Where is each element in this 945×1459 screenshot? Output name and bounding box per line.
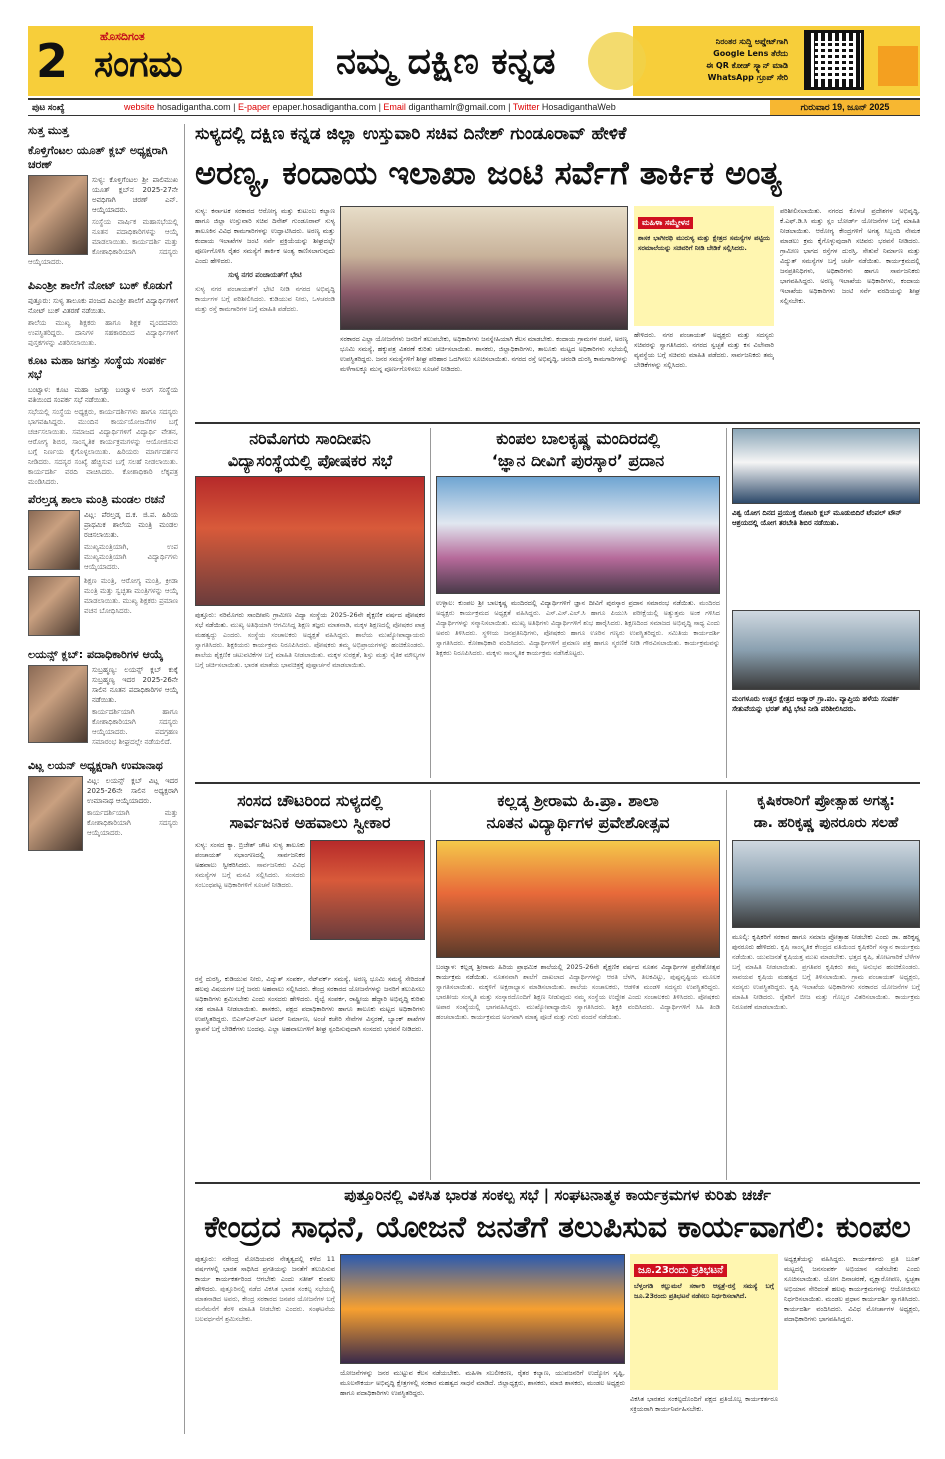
twitter-label: Twitter: [512, 102, 540, 112]
bottom-kicker: ಪುತ್ತೂರಿನಲ್ಲಿ ವಿಕಸಿತ ಭಾರತ ಸಂಕಲ್ಪ ಸಭೆ | ಸಂಘಟನಾತ್ಮಕ ಕಾರ್ಯಕ್ರಮಗಳ ಕುರಿತು ಚರ್ಚೆ: [344, 1186, 771, 1204]
qr-instructions: [668, 36, 788, 84]
twitter-link[interactable]: HosadiganthaWeb: [541, 102, 616, 112]
email-link[interactable]: diganthamlr@gmail.com: [408, 102, 506, 112]
brief-body: ಶಿಕ್ಷಣ ಮಂತ್ರಿ, ಆರೋಗ್ಯ ಮಂತ್ರಿ, ಕ್ರೀಡಾ ಮಂತ್ರಿ ಮತ್ತು ಸ್ವಚ್ಛತಾ ಮಂತ್ರಿಗಳನ್ನು ಆಯ್ಕೆ ಮಾಡಲಾಯಿತು. ಮುಖ್ಯ ಶಿಕ್ಷಕರು ಪ್ರಮಾಣ ವಚನ ಬೋಧಿಸಿದರು.: [84, 577, 178, 615]
story-photo: [436, 840, 720, 958]
story-photo: [732, 610, 920, 690]
bottom-sidebar: [630, 1254, 778, 1390]
website-link[interactable]: hosadigantha.com: [157, 102, 231, 112]
masthead: [28, 26, 920, 96]
photo-caption: ವಿಶ್ವ ಯೋಗ ದಿನದ ಪ್ರಯುಕ್ತ ರೋಟರಿ ಕ್ಲಬ್ ಮೂಡುಬಿದಿರೆ ಟೆಂಪಲ್ ಟೌನ್ ಆಶ್ರಯದಲ್ಲಿ ಯೋಗ ತರಬೇತಿ ಶಿಬಿರ ನಡೆಯಿತು.: [732, 509, 902, 527]
qr-code-icon[interactable]: [804, 30, 864, 90]
section-divider: [195, 782, 920, 784]
brand-big: ಸಂಗಮ: [94, 44, 183, 85]
website-label: website: [124, 102, 155, 112]
lead-body-cont: ಹೇಳಿದರು. ನಗರ ಪಂಚಾಯತ್ ಅಧ್ಯಕ್ಷರು ಮತ್ತು ಸದಸ್ಯರು ಸಚಿವರನ್ನು ಸ್ವಾಗತಿಸಿದರು. ನಗರದ ಸ್ವಚ್ಛತೆ ಮತ್ತು ಕಸ ವಿಲೇವಾರಿ ವ್ಯವಸ್ಥೆಯ ಬಗ್ಗೆ ಸಚಿವರು ಮಾಹಿತಿ ಪಡೆದರು. ಸಾರ್ವಜನಿಕರು ತಮ್ಮ ಬೇಡಿಕೆಗಳನ್ನು ಸಲ್ಲಿಸಿದರು.: [634, 331, 774, 369]
student-photo: [28, 510, 80, 570]
sidebar-text: ಬೆಳ್ತಂಗಡಿ ಕಲ್ಲುಮಲೆ ಸರ್ಕಾರಿ ಆಸ್ಪತ್ರೆ-ರಸ್ತೆ ಸಮಸ್ಯೆ ಬಗ್ಗೆ ಜೂ.23ರಂದು ಪ್ರತಿಭಟನೆ ನಡೆಸಲು ನಿರ್ಧರಿಸಲಾಗಿದೆ.: [634, 1282, 774, 1300]
story-photo: [732, 428, 920, 504]
story-headline: ನರಿಮೊಗರು ಸಾಂದೀಪನಿ ವಿದ್ಯಾಸಂಸ್ಥೆಯಲ್ಲಿ ಪೋಷಕರ ಸಭೆ: [227, 429, 393, 470]
qr-line: Google Lens ತೆರೆದು: [713, 49, 788, 58]
story-headline: ಕೃಷಿಕರಾರಿಗೆ ಪ್ರೋತ್ಸಾಹ ಅಗತ್ಯ: ಡಾ. ಹರಿಕೃಷ್ಣ ಪುನರೂರು ಸಲಹೆ: [753, 793, 899, 831]
bottom-body-cont: ವಿಕಸಿತ ಭಾರತದ ಸಂಕಲ್ಪದೊಂದಿಗೆ ಪಕ್ಷದ ಪ್ರತಿಯೊಬ್ಬ ಕಾರ್ಯಕರ್ತರೂ ಸಕ್ರಿಯರಾಗಿ ಕಾರ್ಯನಿರ್ವಹಿಸಬೇಕು.: [630, 1395, 778, 1413]
brief-headline: ಲಯನ್ಸ್ ಕ್ಲಬ್: ಪದಾಧಿಕಾರಿಗಳ ಆಯ್ಕೆ: [28, 648, 164, 661]
brief-body: ಸುಳ್ಯ: ಕೊಳ್ತಿಗೆಂಟಲ ಶ್ರೀ ಪಾಲಿಮುಖ ಯೂತ್ ಕ್ಲಬ್‌ನ 2025-27ನೇ ಅವಧಿಗಾಗಿ ಚರಣ್ ಎನ್. ಆಯ್ಕೆಯಾದರು. ಸಂಸ್ಥೆಯ ವಾರ್ಷಿಕ ಮಹಾಸಭೆಯಲ್ಲಿ ನೂತನ ಪದಾಧಿಕಾರಿಗಳನ್ನು ಆಯ್ಕೆ ಮಾಡಲಾಯಿತು. ಕಾರ್ಯದರ್ಶಿ ಮತ್ತು ಕೋಶಾಧಿಕಾರಿಯಾಗಿ ಸದಸ್ಯರು ಆಯ್ಕೆಯಾದರು.: [28, 176, 178, 266]
brief-body: ಬಂಟ್ವಾಳ: ಕೂಟ ಮಹಾ ಜಗತ್ತು ಬಂಟ್ವಾಳ ಅಂಗ ಸಂಸ್ಥೆಯ ವತಿಯಿಂದ ಸಂಪರ್ಕ ಸಭೆ ನಡೆಯಿತು. ಸಭೆಯಲ್ಲಿ ಸಂಸ್ಥೆಯ ಅಧ್ಯಕ್ಷರು, ಕಾರ್ಯದರ್ಶಿಗಳು ಹಾಗೂ ಸದಸ್ಯರು ಭಾಗವಹಿಸಿದ್ದರು. ಮುಂದಿನ ಕಾರ್ಯಯೋಜನೆಗಳ ಬಗ್ಗೆ ಚರ್ಚಿಸಲಾಯಿತು. ಸಮಾಜದ ವಿದ್ಯಾರ್ಥಿಗಳಿಗೆ ವಿದ್ಯಾರ್ಥಿ ವೇತನ, ಆರೋಗ್ಯ ಶಿಬಿರ, ಸಾಂಸ್ಕೃತಿಕ ಕಾರ್ಯಕ್ರಮಗಳನ್ನು ಆಯೋಜಿಸುವ ಬಗ್ಗೆ ನಿರ್ಣಯ ಕೈಗೊಳ್ಳಲಾಯಿತು. ಹಿರಿಯರು ಮಾರ್ಗದರ್ಶನ ನೀಡಿದರು. ಸದಸ್ಯರ ಸಂಖ್ಯೆ ಹೆಚ್ಚಿಸುವ ಬಗ್ಗೆ ಸಲಹೆ ನೀಡಲಾಯಿತು. ಕಾರ್ಯದರ್ಶಿ ವರದಿ ವಾಚಿಸಿದರು. ಕೋಶಾಧಿಕಾರಿ ಲೆಕ್ಕಪತ್ರ ಮಂಡಿಸಿದರು.: [28, 386, 178, 486]
brief-body: ವಿಟ್ಲ: ಲಯನ್ಸ್ ಕ್ಲಬ್ ವಿಟ್ಲ ಇದರ 2025-26ನೇ ಸಾಲಿನ ಅಧ್ಯಕ್ಷರಾಗಿ ಉಮಾನಾಥ ಆಯ್ಕೆಯಾದರು. ಕಾರ್ಯದರ್ಶಿಯಾಗಿ ಮತ್ತು ಕೋಶಾಧಿಕಾರಿಯಾಗಿ ಸದಸ್ಯರು ಆಯ್ಕೆಯಾದರು.: [87, 777, 178, 837]
story-body: ಸುಳ್ಯ: ಸಂಸದ ಕ್ಯಾ. ಬ್ರಿಜೇಶ್ ಚೌಟ ಸುಳ್ಯ ತಾಲೂಕು ಪಂಚಾಯತ್ ಸಭಾಂಗಣದಲ್ಲಿ ಸಾರ್ವಜನಿಕರ ಅಹವಾಲು ಸ್ವೀಕರಿಸಿದರು. ಸಾರ್ವಜನಿಕರು ವಿವಿಧ ಸಮಸ್ಯೆಗಳ ಬಗ್ಗೆ ಮನವಿ ಸಲ್ಲಿಸಿದರು. ಸಂಸದರು ಸಂಬಂಧಪಟ್ಟ ಅಧಿಕಾರಿಗಳಿಗೆ ಸೂಚನೆ ನೀಡಿದರು.: [195, 841, 305, 889]
lead-body-cont: ಸರಕಾರದ ಎಲ್ಲಾ ಯೋಜನೆಗಳು ಜನರಿಗೆ ತಲುಪಬೇಕು, ಅಧಿಕಾರಿಗಳು ಜನಸ್ನೇಹಿಯಾಗಿ ಕೆಲಸ ಮಾಡಬೇಕು. ಕಂದಾಯ ಗ್ರಾಮಗಳ ರಚನೆ, ಅರಣ್ಯ ಭೂಮಿ ಸಮಸ್ಯೆ, ಹಕ್ಕುಪತ್ರ ವಿತರಣೆ ಕುರಿತು ಚರ್ಚಿಸಲಾಯಿತು. ಶಾಸಕರು, ಜಿಲ್ಲಾಧಿಕಾರಿಗಳು, ತಾಲೂಕು ಮಟ್ಟದ ಅಧಿಕಾರಿಗಳು ಸಭೆಯಲ್ಲಿ ಉಪಸ್ಥಿತರಿದ್ದರು. ಜನರ ಸಮಸ್ಯೆಗಳಿಗೆ ಶೀಘ್ರ ಪರಿಹಾರ ಒದಗಿಸಲು ಸೂಚಿಸಲಾಯಿತು. ನಗರದ ರಸ್ತೆ ಅಭಿವೃದ್ಧಿ, ಚರಂಡಿ ದುರಸ್ತಿ ಕಾಮಗಾರಿಗಳನ್ನು ಮಳೆಗಾಲಕ್ಕೂ ಮುನ್ನ ಪೂರ್ಣಗೊಳಿಸಲು ಸೂಚನೆ ನೀಡಿದರು.: [340, 335, 628, 373]
bottom-photo: [340, 1254, 625, 1364]
sidebar-text: ಶಾಸಕ ಭಾಗೀರಥಿ ಮುರುಳ್ಯ ಮತ್ತು ಕ್ಷೇತ್ರದ ಸಮಸ್ಯೆಗಳ ಪಟ್ಟಿಯ ಸರಮಾಲೆಯನ್ನು ಸಚಿವರಿಗೆ ನೀಡಿ ಬೇಡಿಕೆ ಸಲ್ಲಿಸಿದರು.: [638, 234, 770, 252]
story-body: ಮೂಲ್ಕಿ: ಕೃಷಿಕರಿಗೆ ಸರಕಾರ ಹಾಗೂ ಸಮಾಜ ಪ್ರೋತ್ಸಾಹ ನೀಡಬೇಕು ಎಂದು ಡಾ. ಹರಿಕೃಷ್ಣ ಪುನರೂರು ಹೇಳಿದರು. ಕೃಷಿ ಸಾಂಸ್ಕೃತಿಕ ಕೇಂದ್ರದ ವತಿಯಿಂದ ಕೃಷಿಕರಿಗೆ ಸನ್ಮಾನ ಕಾರ್ಯಕ್ರಮ ನಡೆಯಿತು. ಯುವಜನತೆ ಕೃಷಿಯತ್ತ ಮುಖ ಮಾಡಬೇಕು. ಭತ್ತದ ಕೃಷಿ, ತೋಟಗಾರಿಕೆ ಬೆಳೆಗಳ ಬಗ್ಗೆ ಮಾಹಿತಿ ನೀಡಲಾಯಿತು. ಪ್ರಗತಿಪರ ಕೃಷಿಕರು ತಮ್ಮ ಅನುಭವ ಹಂಚಿಕೊಂಡರು. ಸಾವಯವ ಕೃಷಿಯ ಮಹತ್ವದ ಬಗ್ಗೆ ತಿಳಿಸಲಾಯಿತು. ಗ್ರಾಮ ಪಂಚಾಯತ್ ಅಧ್ಯಕ್ಷರು, ಸದಸ್ಯರು ಉಪಸ್ಥಿತರಿದ್ದರು. ಕೃಷಿ ಇಲಾಖೆಯ ಅಧಿಕಾರಿಗಳು ಸರಕಾರದ ಯೋಜನೆಗಳ ಬಗ್ಗೆ ಮಾಹಿತಿ ನೀಡಿದರು. ರೈತರಿಗೆ ಬೀಜ ಮತ್ತು ಗೊಬ್ಬರ ವಿತರಿಸಲಾಯಿತು. ಕಾರ್ಯಕ್ರಮ ನಿರೂಪಣೆ ಮಾಡಲಾಯಿತು.: [732, 933, 920, 1011]
section-divider: [195, 1182, 920, 1184]
lead-kicker: ಸುಳ್ಯದಲ್ಲಿ ದಕ್ಷಿಣ ಕನ್ನಡ ಜಿಲ್ಲಾ ಉಸ್ತುವಾರಿ ಸಚಿವ ದಿನೇಶ್ ಗುಂಡೂರಾವ್ ಹೇಳಿಕೆ: [195, 124, 627, 144]
lead-body-cont: ಪರಿಶೀಲಿಸಲಾಯಿತು. ನಗರದ ಕೊಳಚೆ ಪ್ರದೇಶಗಳ ಅಭಿವೃದ್ಧಿ, ಕೆ.ಎಫ್.ಡಿ.ಸಿ ಮತ್ತು ಸ್ಲಂ ಬೋರ್ಡ್ ಯೋಜನೆಗಳ ಬಗ್ಗೆ ಮಾಹಿತಿ ನೀಡಲಾಯಿತು. ಆರೋಗ್ಯ ಕೇಂದ್ರಗಳಿಗೆ ಅಗತ್ಯ ಸಿಬ್ಬಂದಿ ನೇಮಕ ಮಾಡಲು ಕ್ರಮ ಕೈಗೊಳ್ಳುವುದಾಗಿ ಸಚಿವರು ಭರವಸೆ ನೀಡಿದರು. ಗ್ರಾಮೀಣ ಭಾಗದ ರಸ್ತೆಗಳ ದುರಸ್ತಿ, ಸೇತುವೆ ನಿರ್ಮಾಣ ಮತ್ತು ವಿದ್ಯುತ್ ಸಮಸ್ಯೆಗಳ ಬಗ್ಗೆ ಚರ್ಚೆ ನಡೆಯಿತು. ಕಾರ್ಯಕ್ರಮದಲ್ಲಿ ಜನಪ್ರತಿನಿಧಿಗಳು, ಅಧಿಕಾರಿಗಳು ಹಾಗೂ ಸಾರ್ವಜನಿಕರು ಭಾಗವಹಿಸಿದ್ದರು. ಅರಣ್ಯ ಇಲಾಖೆಯ ಅಧಿಕಾರಿಗಳು, ಕಂದಾಯ ಇಲಾಖೆಯ ಅಧಿಕಾರಿಗಳು ಜಂಟಿ ಸರ್ವೆ ವರದಿಯನ್ನು ಶೀಘ್ರ ಸಲ್ಲಿಸಬೇಕು.: [780, 207, 920, 305]
story-body: ಉಳ್ಳಾಲ: ಕುಂಪಲ ಶ್ರೀ ಬಾಲಕೃಷ್ಣ ಮಂದಿರದಲ್ಲಿ ವಿದ್ಯಾರ್ಥಿಗಳಿಗೆ ಜ್ಞಾನ ದೀವಿಗೆ ಪುರಸ್ಕಾರ ಪ್ರದಾನ ಸಮಾರಂಭ ನಡೆಯಿತು. ಮಂದಿರದ ಅಧ್ಯಕ್ಷರು ಕಾರ್ಯಕ್ರಮದ ಅಧ್ಯಕ್ಷತೆ ವಹಿಸಿದ್ದರು. ಎಸ್.ಎಸ್.ಎಲ್.ಸಿ ಹಾಗೂ ಪಿಯುಸಿ ಪರೀಕ್ಷೆಯಲ್ಲಿ ಅತ್ಯುತ್ತಮ ಅಂಕ ಗಳಿಸಿದ ವಿದ್ಯಾರ್ಥಿಗಳನ್ನು ಸನ್ಮಾನಿಸಲಾಯಿತು. ಮುಖ್ಯ ಅತಿಥಿಗಳು ವಿದ್ಯಾರ್ಥಿಗಳಿಗೆ ಶುಭ ಹಾರೈಸಿದರು. ಶಿಕ್ಷಣದಿಂದ ಸಮಾಜದ ಅಭಿವೃದ್ಧಿ ಸಾಧ್ಯ ಎಂದು ಅವರು ತಿಳಿಸಿದರು. ಸ್ಥಳೀಯ ಜನಪ್ರತಿನಿಧಿಗಳು, ಪೋಷಕರು ಹಾಗೂ ಊರಿನ ಗಣ್ಯರು ಉಪಸ್ಥಿತರಿದ್ದರು. ಸಮಿತಿಯ ಕಾರ್ಯದರ್ಶಿ ಸ್ವಾಗತಿಸಿದರು. ಕೋಶಾಧಿಕಾರಿ ವಂದಿಸಿದರು. ವಿದ್ಯಾರ್ಥಿಗಳಿಗೆ ಪ್ರಮಾಣ ಪತ್ರ ಹಾಗೂ ಸ್ಮರಣಿಕೆ ನೀಡಿ ಗೌರವಿಸಲಾಯಿತು. ಕಾರ್ಯಕ್ರಮವನ್ನು ಶಿಕ್ಷಕರು ನಿರೂಪಿಸಿದರು. ಮಕ್ಕಳು ಸಾಂಸ್ಕೃತಿಕ ಕಾರ್ಯಕ್ರಮ ನಡೆಸಿಕೊಟ್ಟರು.: [436, 599, 720, 657]
story-headline: ಕಲ್ಲಡ್ಕ ಶ್ರೀರಾಮ ಹಿ.ಪ್ರಾ. ಶಾಲಾ ನೂತನ ವಿದ್ಯಾರ್ಥಿಗಳ ಪ್ರವೇಶೋತ್ಸವ: [486, 791, 670, 832]
bottom-body: ಪುತ್ತೂರು: ನರೇಂದ್ರ ಮೋದಿಯವರ ನೇತೃತ್ವದಲ್ಲಿ ಕಳೆದ 11 ವರ್ಷಗಳಲ್ಲಿ ಭಾರತ ಸಾಧಿಸಿದ ಪ್ರಗತಿಯನ್ನು ಜನತೆಗೆ ತಲುಪಿಸುವ ಕಾರ್ಯ ಕಾರ್ಯಕರ್ತರಿಂದ ಆಗಬೇಕು ಎಂದು ಸತೀಶ್ ಕುಂಪಲ ಹೇಳಿದರು. ಪುತ್ತೂರಿನಲ್ಲಿ ನಡೆದ ವಿಕಸಿತ ಭಾರತ ಸಂಕಲ್ಪ ಸಭೆಯಲ್ಲಿ ಮಾತನಾಡಿದ ಅವರು, ಕೇಂದ್ರ ಸರಕಾರದ ಜನಪರ ಯೋಜನೆಗಳ ಬಗ್ಗೆ ಮನೆಮನೆಗೆ ತೆರಳಿ ಮಾಹಿತಿ ನೀಡಬೇಕು ಎಂದರು. ಸಂಘಟನೆಯ ಬಲವರ್ಧನೆಗೆ ಶ್ರಮಿಸಬೇಕು.: [195, 1255, 335, 1323]
bottom-body-cont: ಅಧ್ಯಕ್ಷತೆಯನ್ನು ವಹಿಸಿದ್ದರು. ಕಾರ್ಯಕರ್ತರು ಪ್ರತಿ ಬೂತ್ ಮಟ್ಟದಲ್ಲಿ ಜನಸಂಪರ್ಕ ಅಭಿಯಾನ ನಡೆಸಬೇಕು ಎಂದು ಸೂಚಿಸಲಾಯಿತು. ಯೋಗ ದಿನಾಚರಣೆ, ವೃಕ್ಷಾರೋಪಣ, ಸ್ವಚ್ಛತಾ ಅಭಿಯಾನ ಸೇರಿದಂತೆ ಹಲವು ಕಾರ್ಯಕ್ರಮಗಳನ್ನು ಆಯೋಜಿಸಲು ನಿರ್ಧರಿಸಲಾಯಿತು. ಮಂಡಲ ಪ್ರಧಾನ ಕಾರ್ಯದರ್ಶಿ ಸ್ವಾಗತಿಸಿದರು. ಕಾರ್ಯದರ್ಶಿ ವಂದಿಸಿದರು. ವಿವಿಧ ಮೋರ್ಚಾಗಳ ಅಧ್ಯಕ್ಷರು, ಪದಾಧಿಕಾರಿಗಳು ಭಾಗವಹಿಸಿದ್ದರು.: [784, 1255, 920, 1323]
story-body: ಪುತ್ತೂರು: ನರಿಮೊಗರು ಸಾಂದೀಪನಿ ಗ್ರಾಮೀಣ ವಿದ್ಯಾ ಸಂಸ್ಥೆಯ 2025-26ನೇ ಶೈಕ್ಷಣಿಕ ವರ್ಷದ ಪೋಷಕರ ಸಭೆ ನಡೆಯಿತು. ಮುಖ್ಯ ಅತಿಥಿಯಾಗಿ ಆಗಮಿಸಿದ್ದ ಶಿಕ್ಷಣ ತಜ್ಞರು ಮಾತನಾಡಿ, ಮಕ್ಕಳ ಶಿಕ್ಷಣದಲ್ಲಿ ಪೋಷಕರ ಪಾತ್ರ ಮಹತ್ವದ್ದು ಎಂದರು. ಸಂಸ್ಥೆಯ ಸಂಚಾಲಕರು ಅಧ್ಯಕ್ಷತೆ ವಹಿಸಿದ್ದರು. ಶಾಲೆಯ ಮುಖ್ಯೋಪಾಧ್ಯಾಯರು ಸ್ವಾಗತಿಸಿದರು. ಶಿಕ್ಷಕಿಯರು ಕಾರ್ಯಕ್ರಮ ನಿರೂಪಿಸಿದರು. ಪೋಷಕರು ತಮ್ಮ ಅಭಿಪ್ರಾಯಗಳನ್ನು ಹಂಚಿಕೊಂಡರು. ಶಾಲೆಯ ಶೈಕ್ಷಣಿಕ ಚಟುವಟಿಕೆಗಳ ಬಗ್ಗೆ ಮಾಹಿತಿ ನೀಡಲಾಯಿತು. ಮಕ್ಕಳ ಸುರಕ್ಷತೆ, ಶಿಸ್ತು ಮತ್ತು ನೈತಿಕ ಮೌಲ್ಯಗಳ ಬಗ್ಗೆ ಚರ್ಚಿಸಲಾಯಿತು. ಭಾರತ ಮಾತೆಯ ಭಾವಚಿತ್ರಕ್ಕೆ ಪುಷ್ಪಾರ್ಚನೆ ಮಾಡಲಾಯಿತು.: [195, 611, 425, 669]
brief-body: ಸುಬ್ರಹ್ಮಣ್ಯ: ಲಯನ್ಸ್ ಕ್ಲಬ್ ಕುಕ್ಕೆ ಸುಬ್ರಹ್ಮಣ್ಯ ಇದರ 2025-26ನೇ ಸಾಲಿನ ನೂತನ ಪದಾಧಿಕಾರಿಗಳ ಆಯ್ಕೆ ನಡೆಯಿತು. ಕಾರ್ಯದರ್ಶಿಯಾಗಿ ಹಾಗೂ ಕೋಶಾಧಿಕಾರಿಯಾಗಿ ಸದಸ್ಯರು ಆಯ್ಕೆಯಾದರು. ಪದಗ್ರಹಣ ಸಮಾರಂಭ ಶೀಘ್ರದಲ್ಲೇ ನಡೆಯಲಿದೆ.: [92, 666, 178, 746]
contact-links: website hosadigantha.com | E-paper epaper.hosadigantha.com | Email diganthamlr@gmail.com | Twitter HosadiganthaWeb: [124, 102, 616, 112]
column-divider: [726, 790, 727, 1180]
portrait-photo: [28, 665, 88, 743]
section-divider: [195, 422, 920, 424]
epaper-label: E-paper: [237, 102, 270, 112]
qr-line: WhatsApp ಗ್ರೂಪ್ ಸೇರಿ: [707, 73, 788, 82]
column-title: ಸುತ್ತ ಮುತ್ತ: [28, 124, 69, 137]
page-label: ಪುಟ ಸಂಖ್ಯೆ: [32, 102, 65, 112]
epaper-link[interactable]: epaper.hosadigantha.com: [272, 102, 377, 112]
brief-body: ಪುತ್ತೂರು: ಸುಳ್ಯ ತಾಲೂಕು ಪಂಜದ ಪಿಎಂಶ್ರೀ ಶಾಲೆಗೆ ವಿದ್ಯಾರ್ಥಿಗಳಿಗೆ ನೋಟ್ ಬುಕ್ ವಿತರಣೆ ನಡೆಯಿತು. ಶಾಲೆಯ ಮುಖ್ಯ ಶಿಕ್ಷಕರು ಹಾಗೂ ಶಿಕ್ಷಕ ವೃಂದದವರು ಉಪಸ್ಥಿತರಿದ್ದರು. ದಾನಿಗಳ ಸಹಕಾರದಿಂದ ವಿದ್ಯಾರ್ಥಿಗಳಿಗೆ ಪುಸ್ತಕಗಳನ್ನು ವಿತರಿಸಲಾಯಿತು.: [28, 297, 178, 347]
lead-photo: [340, 206, 628, 330]
brief-headline: ಪಿಎಂಶ್ರೀ ಶಾಲೆಗೆ ನೋಟ್ ಬುಕ್ ಕೊಡುಗೆ: [28, 279, 173, 292]
column-divider: [184, 124, 185, 1434]
lead-sidebar: [634, 206, 774, 326]
column-divider: [430, 790, 431, 1180]
brief-body: ವಿಟ್ಲ: ಪೆರಲ್ತಡ್ಕ ದ.ಕ. ಜಿ.ಪ. ಹಿರಿಯ ಪ್ರಾಥಮಿಕ ಶಾಲೆಯ ಮಂತ್ರಿ ಮಂಡಲ ರಚಿಸಲಾಯಿತು. ಮುಖ್ಯಮಂತ್ರಿಯಾಗಿ, ಉಪ ಮುಖ್ಯಮಂತ್ರಿಯಾಗಿ ವಿದ್ಯಾರ್ಥಿಗಳು ಆಯ್ಕೆಯಾದರು.: [84, 511, 178, 571]
left-column: [28, 124, 178, 1434]
lead-body: ಸುಳ್ಯ: ಕರ್ನಾಟಕ ಸರಕಾರದ ಆರೋಗ್ಯ ಮತ್ತು ಕುಟುಂಬ ಕಲ್ಯಾಣ ಹಾಗೂ ಜಿಲ್ಲಾ ಉಸ್ತುವಾರಿ ಸಚಿವ ದಿನೇಶ್ ಗುಂಡೂರಾವ್ ಸುಳ್ಯ ತಾಲೂಕಿನ ವಿವಿಧ ಕಾಮಗಾರಿಗಳನ್ನು ಉದ್ಘಾಟಿಸಿದರು. ಅರಣ್ಯ ಮತ್ತು ಕಂದಾಯ ಇಲಾಖೆಗಳ ಜಂಟಿ ಸರ್ವೆ ಪ್ರಕ್ರಿಯೆಯನ್ನು ಶೀಘ್ರದಲ್ಲೇ ಪೂರ್ಣಗೊಳಿಸಿ ರೈತರ ಸಮಸ್ಯೆಗೆ ತಾರ್ಕಿಕ ಅಂತ್ಯ ಕಾಣಿಸಲಾಗುವುದು ಎಂದು ಹೇಳಿದರು. ಸುಳ್ಯ ನಗರ ಪಂಚಾಯತ್‌ಗೆ ಭೇಟಿ ಸುಳ್ಯ ನಗರ ಪಂಚಾಯತ್‌ಗೆ ಭೇಟಿ ನೀಡಿ ನಗರದ ಅಭಿವೃದ್ಧಿ ಕಾರ್ಯಗಳ ಬಗ್ಗೆ ಪರಿಶೀಲಿಸಿದರು. ಕುಡಿಯುವ ನೀರು, ಒಳಚರಂಡಿ ಮತ್ತು ರಸ್ತೆ ಕಾಮಗಾರಿಗಳ ಬಗ್ಗೆ ಮಾಹಿತಿ ಪಡೆದರು.: [195, 207, 335, 313]
brand-small: ಹೊಸದಿಗಂತ: [100, 30, 145, 43]
story-photo: [195, 476, 425, 606]
column-divider: [430, 428, 431, 778]
story-headline: ಸಂಸದ ಚೌಟರಿಂದ ಸುಳ್ಯದಲ್ಲಿ ಸಾರ್ವಜನಿಕ ಅಹವಾಲು ಸ್ವೀಕಾರ: [229, 791, 391, 832]
column-divider: [726, 428, 727, 778]
portrait-photo: [28, 776, 83, 851]
sidebar-label: ಜೂ.23ರಂದು ಪ್ರತಿಭಟನೆ: [634, 1264, 727, 1277]
portrait-photo: [28, 175, 88, 255]
story-headline: ಕುಂಪಲ ಬಾಲಕೃಷ್ಣ ಮಂದಿರದಲ್ಲಿ ‘ಜ್ಞಾನ ದೀವಿಗೆ ಪುರಸ್ಕಾರ’ ಪ್ರದಾನ: [491, 429, 665, 470]
lead-subhead: ಸುಳ್ಯ ನಗರ ಪಂಚಾಯತ್‌ಗೆ ಭೇಟಿ: [228, 271, 302, 279]
story-photo: [436, 476, 720, 594]
story-photo: [732, 840, 920, 928]
story-body: ಬಂಟ್ವಾಳ: ಕಲ್ಲಡ್ಕ ಶ್ರೀರಾಮ ಹಿರಿಯ ಪ್ರಾಥಮಿಕ ಶಾಲೆಯಲ್ಲಿ 2025-26ನೇ ಶೈಕ್ಷಣಿಕ ವರ್ಷದ ನೂತನ ವಿದ್ಯಾರ್ಥಿಗಳ ಪ್ರವೇಶೋತ್ಸವ ಕಾರ್ಯಕ್ರಮ ನಡೆಯಿತು. ನೂತನವಾಗಿ ಶಾಲೆಗೆ ದಾಖಲಾದ ವಿದ್ಯಾರ್ಥಿಗಳನ್ನು ಆರತಿ ಬೆಳಗಿ, ತಿಲಕವಿಟ್ಟು, ಪುಷ್ಪವೃಷ್ಟಿಯ ಮೂಲಕ ಸ್ವಾಗತಿಸಲಾಯಿತು. ಮಕ್ಕಳಿಗೆ ಅಕ್ಷರಾಭ್ಯಾಸ ಮಾಡಿಸಲಾಯಿತು. ಶಾಲೆಯ ಸಂಚಾಲಕರು, ಆಡಳಿತ ಮಂಡಳಿ ಸದಸ್ಯರು ಉಪಸ್ಥಿತರಿದ್ದರು. ಭಾರತೀಯ ಸಂಸ್ಕೃತಿ ಮತ್ತು ಸಂಸ್ಕಾರದೊಂದಿಗೆ ಶಿಕ್ಷಣ ನೀಡುವುದು ನಮ್ಮ ಸಂಸ್ಥೆಯ ಉದ್ದೇಶ ಎಂದು ಸಂಚಾಲಕರು ತಿಳಿಸಿದರು. ಪೋಷಕರು ಅಪಾರ ಸಂಖ್ಯೆಯಲ್ಲಿ ಭಾಗವಹಿಸಿದ್ದರು. ಮುಖ್ಯೋಪಾಧ್ಯಾಯಿನಿ ಸ್ವಾಗತಿಸಿದರು. ಶಿಕ್ಷಕಿ ವಂದಿಸಿದರು. ವಿದ್ಯಾರ್ಥಿಗಳಿಗೆ ಸಿಹಿ ತಿಂಡಿ ಹಂಚಲಾಯಿತು. ಕಾರ್ಯಕ್ರಮದ ಅಂಗವಾಗಿ ಮಾತೃ ಪೂಜೆ ಮತ್ತು ಗುರು ವಂದನೆ ನಡೆಯಿತು.: [436, 963, 720, 1021]
email-label: Email: [383, 102, 406, 112]
issue-date: ಗುರುವಾರ 19, ಜೂನ್ 2025: [770, 100, 920, 115]
brief-headline: ಕೊಳ್ತಿಗೆಂಟಲ ಯೂತ್ ಕ್ಲಬ್ ಅಧ್ಯಕ್ಷರಾಗಿ ಚರಣ್: [28, 144, 168, 171]
student-photo: [28, 576, 80, 636]
section-title: ನಮ್ಮ ದಕ್ಷಿಣ ಕನ್ನಡ: [336, 40, 556, 82]
sidebar-label: ಮಹಿಳಾ ಸಮ್ಮೇಳನ: [638, 217, 693, 229]
story-body-cont: ರಸ್ತೆ ದುರಸ್ತಿ, ಕುಡಿಯುವ ನೀರು, ವಿದ್ಯುತ್ ಸಂಪರ್ಕ, ನೆಟ್‌ವರ್ಕ್ ಸಮಸ್ಯೆ, ಅರಣ್ಯ ಭೂಮಿ ಸಮಸ್ಯೆ ಸೇರಿದಂತೆ ಹಲವು ವಿಷಯಗಳ ಬಗ್ಗೆ ಜನರು ಅಹವಾಲು ಸಲ್ಲಿಸಿದರು. ಕೇಂದ್ರ ಸರಕಾರದ ಯೋಜನೆಗಳನ್ನು ಜನರಿಗೆ ತಲುಪಿಸಲು ಅಧಿಕಾರಿಗಳು ಶ್ರಮಿಸಬೇಕು ಎಂದು ಸಂಸದರು ಹೇಳಿದರು. ರೈಲ್ವೆ ಸಂಪರ್ಕ, ರಾಷ್ಟ್ರೀಯ ಹೆದ್ದಾರಿ ಅಭಿವೃದ್ಧಿ ಕುರಿತು ಸಹ ಮಾಹಿತಿ ನೀಡಲಾಯಿತು. ಶಾಸಕರು, ಪಕ್ಷದ ಪದಾಧಿಕಾರಿಗಳು ಹಾಗೂ ತಾಲೂಕು ಮಟ್ಟದ ಅಧಿಕಾರಿಗಳು ಉಪಸ್ಥಿತರಿದ್ದರು. ಬಿಎಸ್‌ಎನ್‌ಎಲ್ ಟವರ್ ನಿರ್ಮಾಣ, ಅಂಚೆ ಕಚೇರಿ ಸೇವೆಗಳ ವಿಸ್ತರಣೆ, ಬ್ಯಾಂಕ್ ಶಾಖೆಗಳ ಸ್ಥಾಪನೆ ಬಗ್ಗೆ ಬೇಡಿಕೆಗಳು ಬಂದವು. ಎಲ್ಲಾ ಅಹವಾಲುಗಳಿಗೆ ಶೀಘ್ರ ಸ್ಪಂದಿಸುವುದಾಗಿ ಸಂಸದರು ಭರವಸೆ ನೀಡಿದರು.: [195, 975, 425, 1033]
brief-headline: ಕೂಟ ಮಹಾ ಜಗತ್ತು ಸಂಸ್ಥೆಯ ಸಂಪರ್ಕ ಸಭೆ: [28, 354, 167, 381]
page-number: 2: [28, 26, 76, 96]
qr-line: ನಿರಂತರ ಸುದ್ದಿ ಅಪ್ಡೇಟ್‌ಗಾಗಿ: [715, 37, 788, 46]
info-bar: [28, 98, 920, 116]
bottom-headline: ಕೇಂದ್ರದ ಸಾಧನೆ, ಯೋಜನೆ ಜನತೆಗೆ ತಲುಪಿಸುವ ಕಾರ್ಯವಾಗಲಿ: ಕುಂಪಲ: [204, 1210, 911, 1245]
story-photo: [310, 840, 425, 940]
bottom-body-cont: ಯೋಜನೆಗಳನ್ನು ಜನರ ಮುಟ್ಟುವ ಕೆಲಸ ನಡೆಯಬೇಕು. ಮಹಿಳಾ ಸಬಲೀಕರಣ, ರೈತರ ಕಲ್ಯಾಣ, ಯುವಜನರಿಗೆ ಉದ್ಯೋಗ ಸೃಷ್ಟಿ, ಮೂಲಸೌಕರ್ಯ ಅಭಿವೃದ್ಧಿ ಕ್ಷೇತ್ರಗಳಲ್ಲಿ ಸರಕಾರ ಮಹತ್ವದ ಸಾಧನೆ ಮಾಡಿದೆ. ಜಿಲ್ಲಾಧ್ಯಕ್ಷರು, ಶಾಸಕರು, ಮಾಜಿ ಶಾಸಕರು, ಮಂಡಲ ಅಧ್ಯಕ್ಷರು ಹಾಗೂ ಪದಾಧಿಕಾರಿಗಳು ಉಪಸ್ಥಿತರಿದ್ದರು.: [340, 1369, 625, 1397]
photo-caption: ಮಂಗಳೂರು ಉತ್ತರ ಕ್ಷೇತ್ರದ ಅಡ್ಯಾರ್ ಗ್ರಾ.ಪಂ. ವ್ಯಾಪ್ತಿಯ ಹಳೆಯ ಸಂಪರ್ಕ ಸೇತುವೆಯನ್ನು ಭರತ್ ಶೆಟ್ಟಿ ಭೇಟಿ ನೀಡಿ ಪರಿಶೀಲಿಸಿದರು.: [732, 695, 900, 713]
qr-line: ಈ QR ಕೋಡ್ ಸ್ಕ್ಯಾನ್ ಮಾಡಿ: [706, 61, 788, 70]
brief-headline: ವಿಟ್ಲ ಲಯನ್ ಅಧ್ಯಕ್ಷರಾಗಿ ಉಮಾನಾಥ: [28, 759, 163, 772]
lead-headline: ಅರಣ್ಯ, ಕಂದಾಯ ಇಲಾಖಾ ಜಂಟಿ ಸರ್ವೆಗೆ ತಾರ್ಕಿಕ ಅಂತ್ಯ: [195, 154, 782, 192]
orange-accent: [878, 46, 918, 86]
decorative-sun-icon: [588, 32, 646, 90]
brief-headline: ಪೆರಲ್ತಡ್ಕ ಶಾಲಾ ಮಂತ್ರಿ ಮಂಡಲ ರಚನೆ: [28, 493, 165, 506]
